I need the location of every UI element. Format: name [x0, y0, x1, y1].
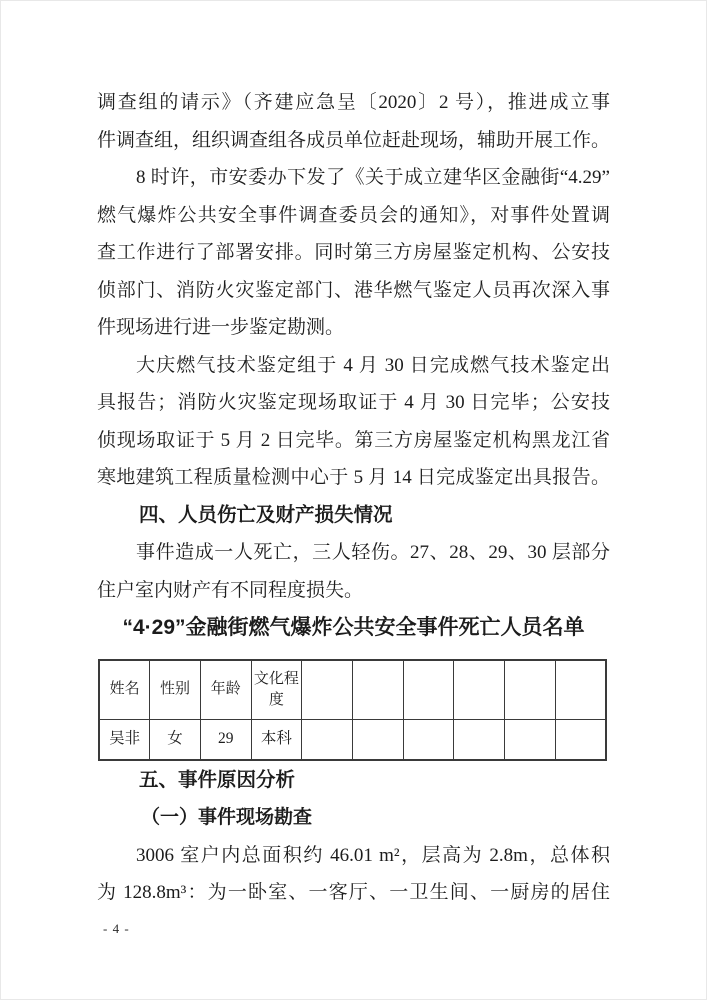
table-header-row: [99, 660, 606, 720]
paragraph-line: 查工作进行了部署安排。同时第三方房屋鉴定机构、公安技: [97, 242, 610, 263]
paragraph-line: 燃气爆炸公共安全事件调查委员会的通知》，对事件处置调: [97, 204, 610, 226]
paragraph-line: 为 128.8m³：为一卧室、一客厅、一卫生间、一厨房的居住: [97, 882, 610, 903]
paragraph-line: 事件造成一人死亡，三人轻伤。27、28、29、30 层部分: [136, 542, 610, 563]
paragraph-line: 件调查组，组织调查组各成员单位赶赴现场，辅助开展工作。: [97, 129, 611, 151]
paragraph-line: 3006 室户内总面积约 46.01 m²，层高为 2.8m，总体积: [136, 844, 610, 866]
table-row: [99, 719, 606, 760]
table-cell: 吴非: [99, 719, 150, 760]
paragraph-line: 侦部门、消防火灾鉴定部门、港华燃气鉴定人员再次深入事: [97, 279, 610, 301]
table-header-cell: 性别: [150, 660, 201, 720]
table-header-cell: 姓名: [99, 660, 150, 720]
document-content: [97, 84, 610, 912]
page-number: - 4 -: [103, 921, 130, 936]
table-header-cell: [505, 660, 556, 720]
table-cell: [505, 719, 556, 760]
table-title: “4·29”金融街燃气爆炸公共安全事件死亡人员名单: [122, 616, 585, 639]
table-header-cell: 年龄: [200, 660, 251, 720]
table-cell: [403, 719, 454, 760]
paragraph-line: 寒地建筑工程质量检测中心于 5 月 14 日完成鉴定出具报告。: [97, 467, 610, 488]
paragraph-line: 侦现场取证于 5 月 2 日完毕。第三方房屋鉴定机构黑龙江省: [97, 429, 610, 451]
casualty-table: [98, 659, 607, 761]
table-cell: [555, 719, 606, 760]
paragraph-line: 调查组的请示》（齐建应急呈〔2020〕2 号），推进成立事: [97, 92, 610, 113]
paragraph-line: 件现场进行进一步鉴定勘测。: [97, 317, 345, 338]
table-cell: [352, 719, 403, 760]
section-heading-4: 四、人员伤亡及财产损失情况: [139, 503, 393, 526]
section-heading-5: 五、事件原因分析: [139, 768, 296, 791]
paragraph-line: 8 时许，市安委办下发了《关于成立建华区金融街“4.29”: [136, 167, 610, 188]
table-header-cell: [454, 660, 505, 720]
table-header-cell: 文化程度: [251, 660, 302, 720]
table-cell: 女: [150, 719, 201, 760]
table-cell: 本科: [251, 719, 302, 760]
subsection-heading: （一）事件现场勘查: [141, 807, 313, 828]
table-header-cell: [352, 660, 403, 720]
table-header-cell: [403, 660, 454, 720]
paragraph-line: 住户室内财产有不同程度损失。: [97, 579, 364, 601]
table-cell: [302, 719, 353, 760]
table-cell: 29: [200, 719, 251, 760]
paragraph-line: 大庆燃气技术鉴定组于 4 月 30 日完成燃气技术鉴定出: [136, 354, 610, 376]
table-cell: [454, 719, 505, 760]
table-header-cell: [555, 660, 606, 720]
table-header-cell: [302, 660, 353, 720]
paragraph-line: 具报告；消防火灾鉴定现场取证于 4 月 30 日完毕；公安技: [97, 392, 610, 413]
